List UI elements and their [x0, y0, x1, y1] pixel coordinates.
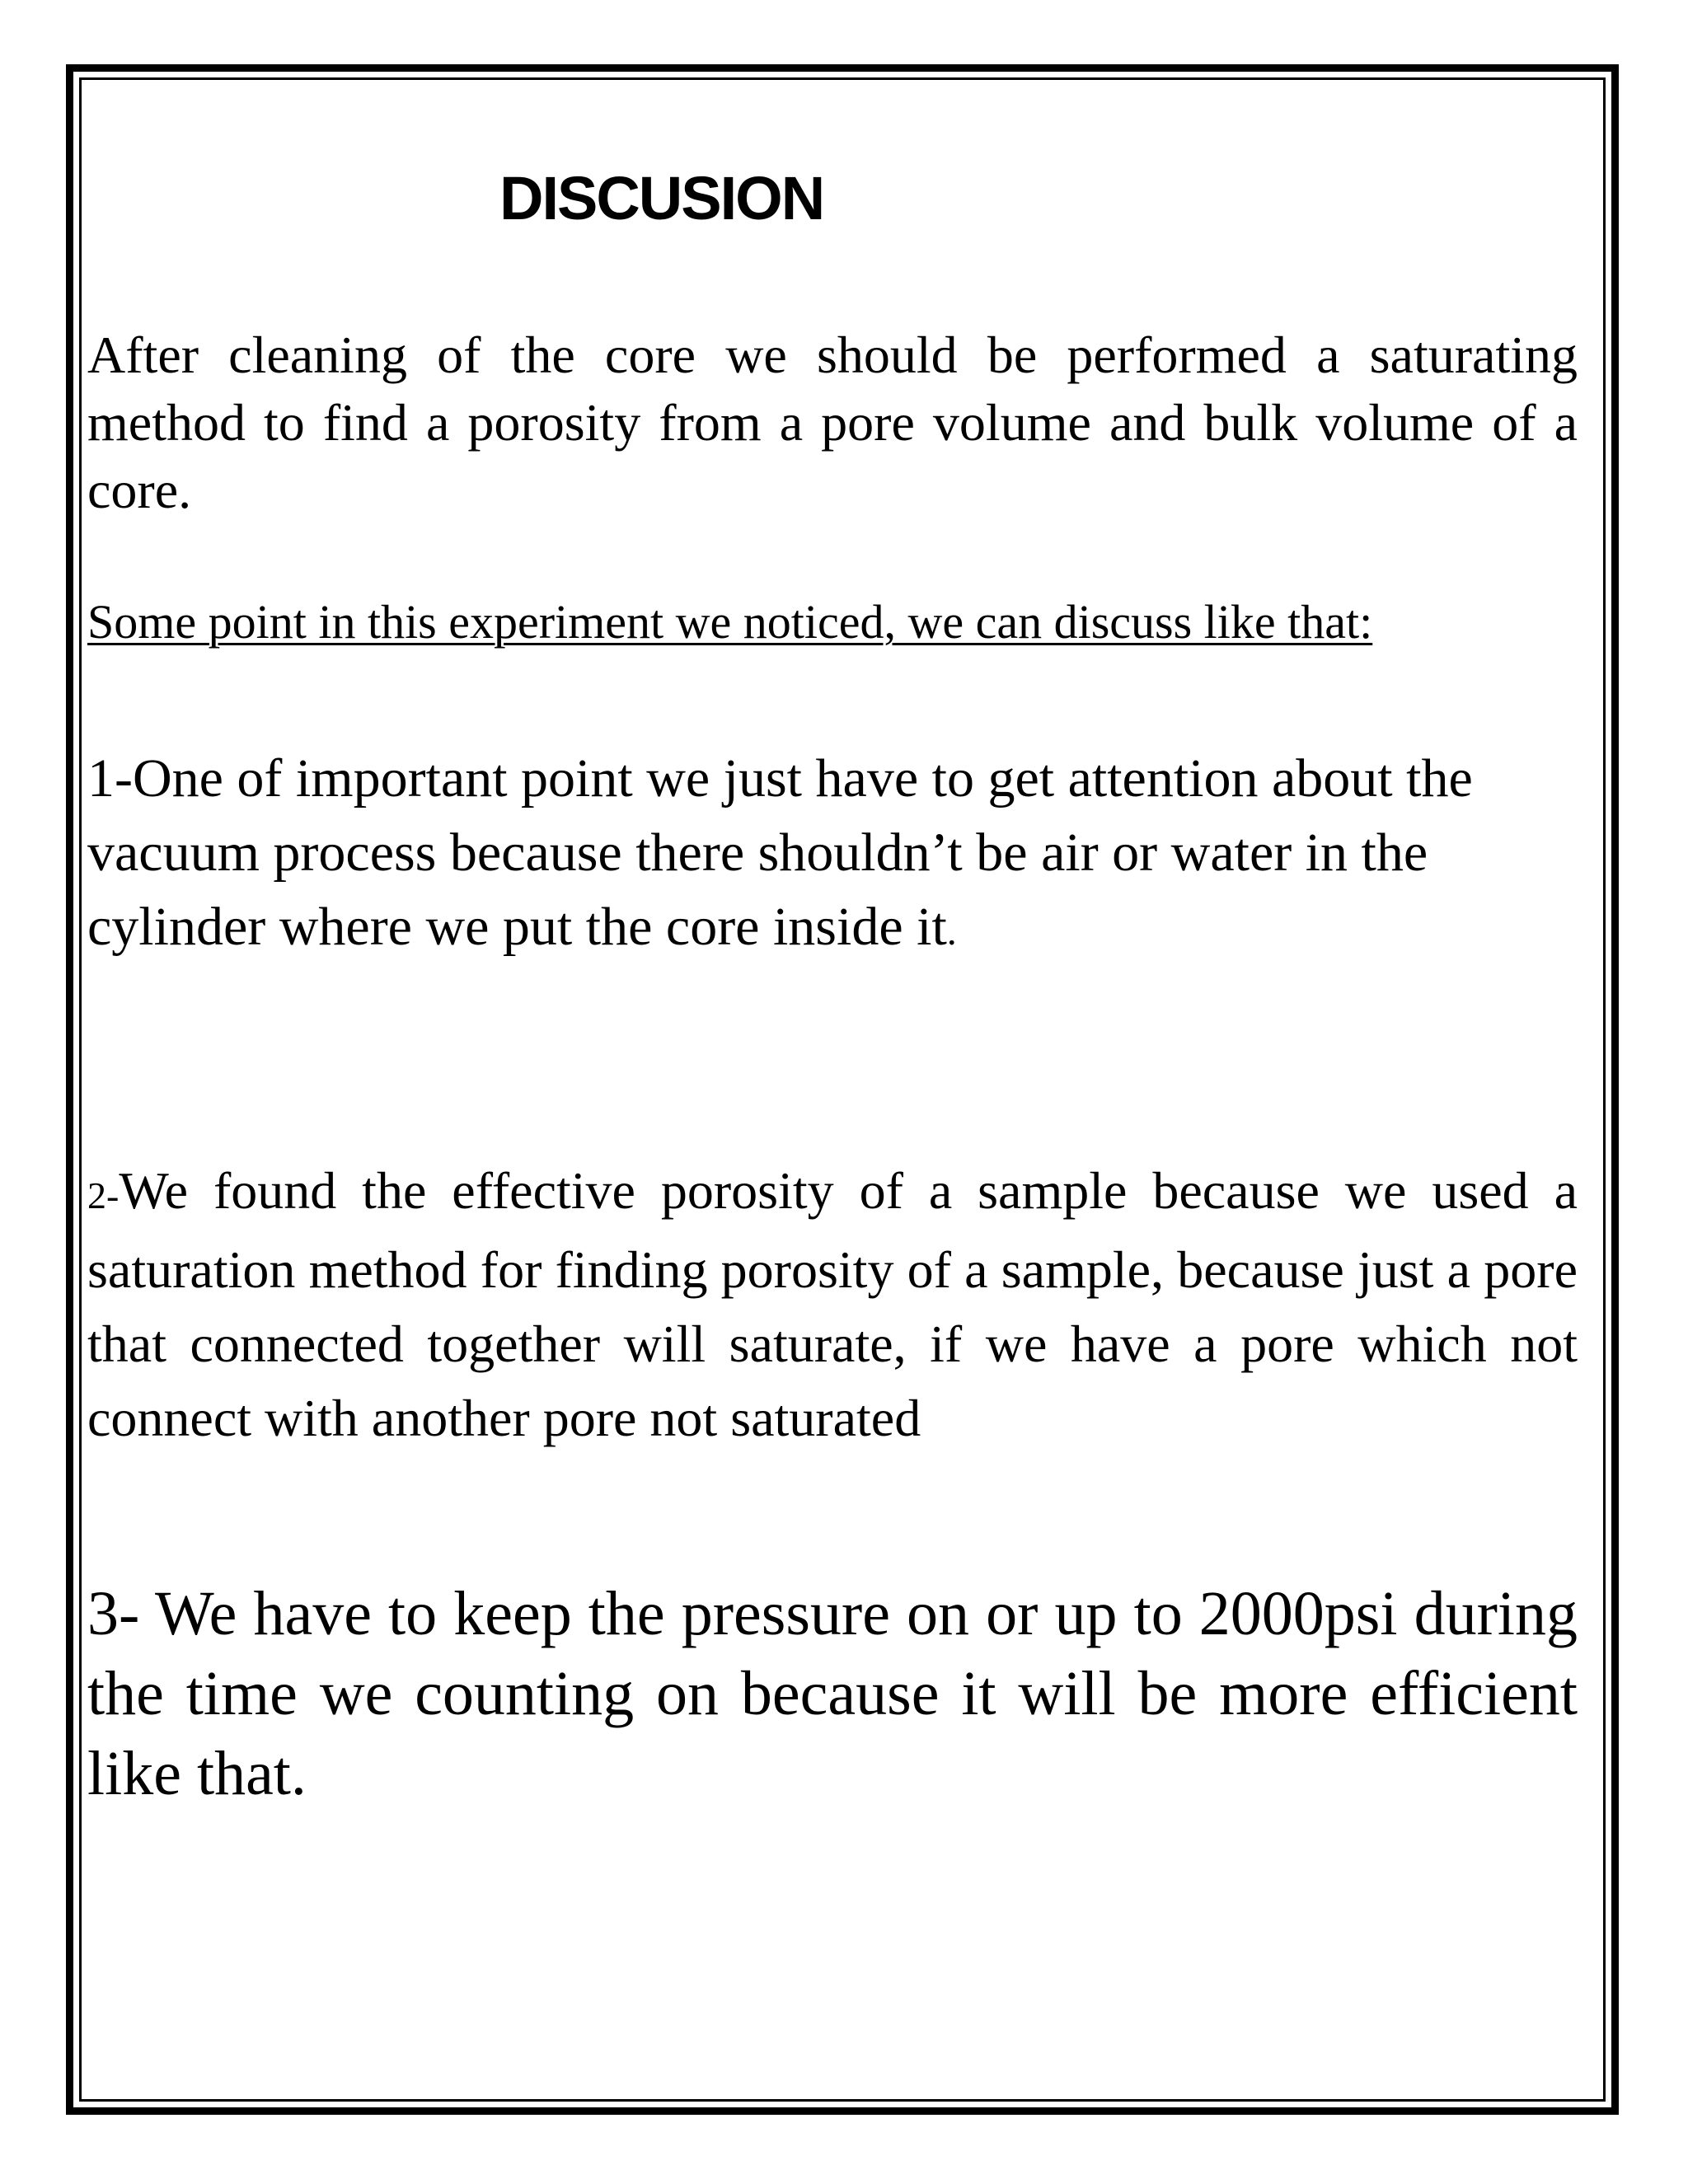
intro-paragraph: After cleaning of the core we should be performed a saturating method to find a porosity from a pore volume and bulk volume of a core.	[87, 326, 1578, 519]
page-title: DISCUSION	[499, 164, 824, 232]
discussion-point-2-number: 2-	[87, 1174, 120, 1216]
discussion-point-1	[87, 742, 1571, 969]
discussion-point-1-period: .	[946, 910, 957, 954]
discussion-point-2	[87, 1154, 1578, 1455]
discussion-point-1-text: 1-One of important point we just have to get attention about the vacuum process because there shouldn’t be air or water in the cylinder where we put the core inside it	[87, 748, 1473, 957]
discussion-subheading: Some point in this experiment we noticed, we can discuss like that:	[87, 595, 1373, 649]
discussion-point-3: 3- We have to keep the pressure on or up to 2000psi during the time we counting on because it will be more efficient like that.	[87, 1579, 1578, 1808]
discussion-point-2-text: We found the effective porosity of a sample because we used a saturation method for finding porosity of a sample, because just a pore that connected together will saturate, if we have a pore which not connect with another pore not saturated	[87, 1161, 1578, 1447]
